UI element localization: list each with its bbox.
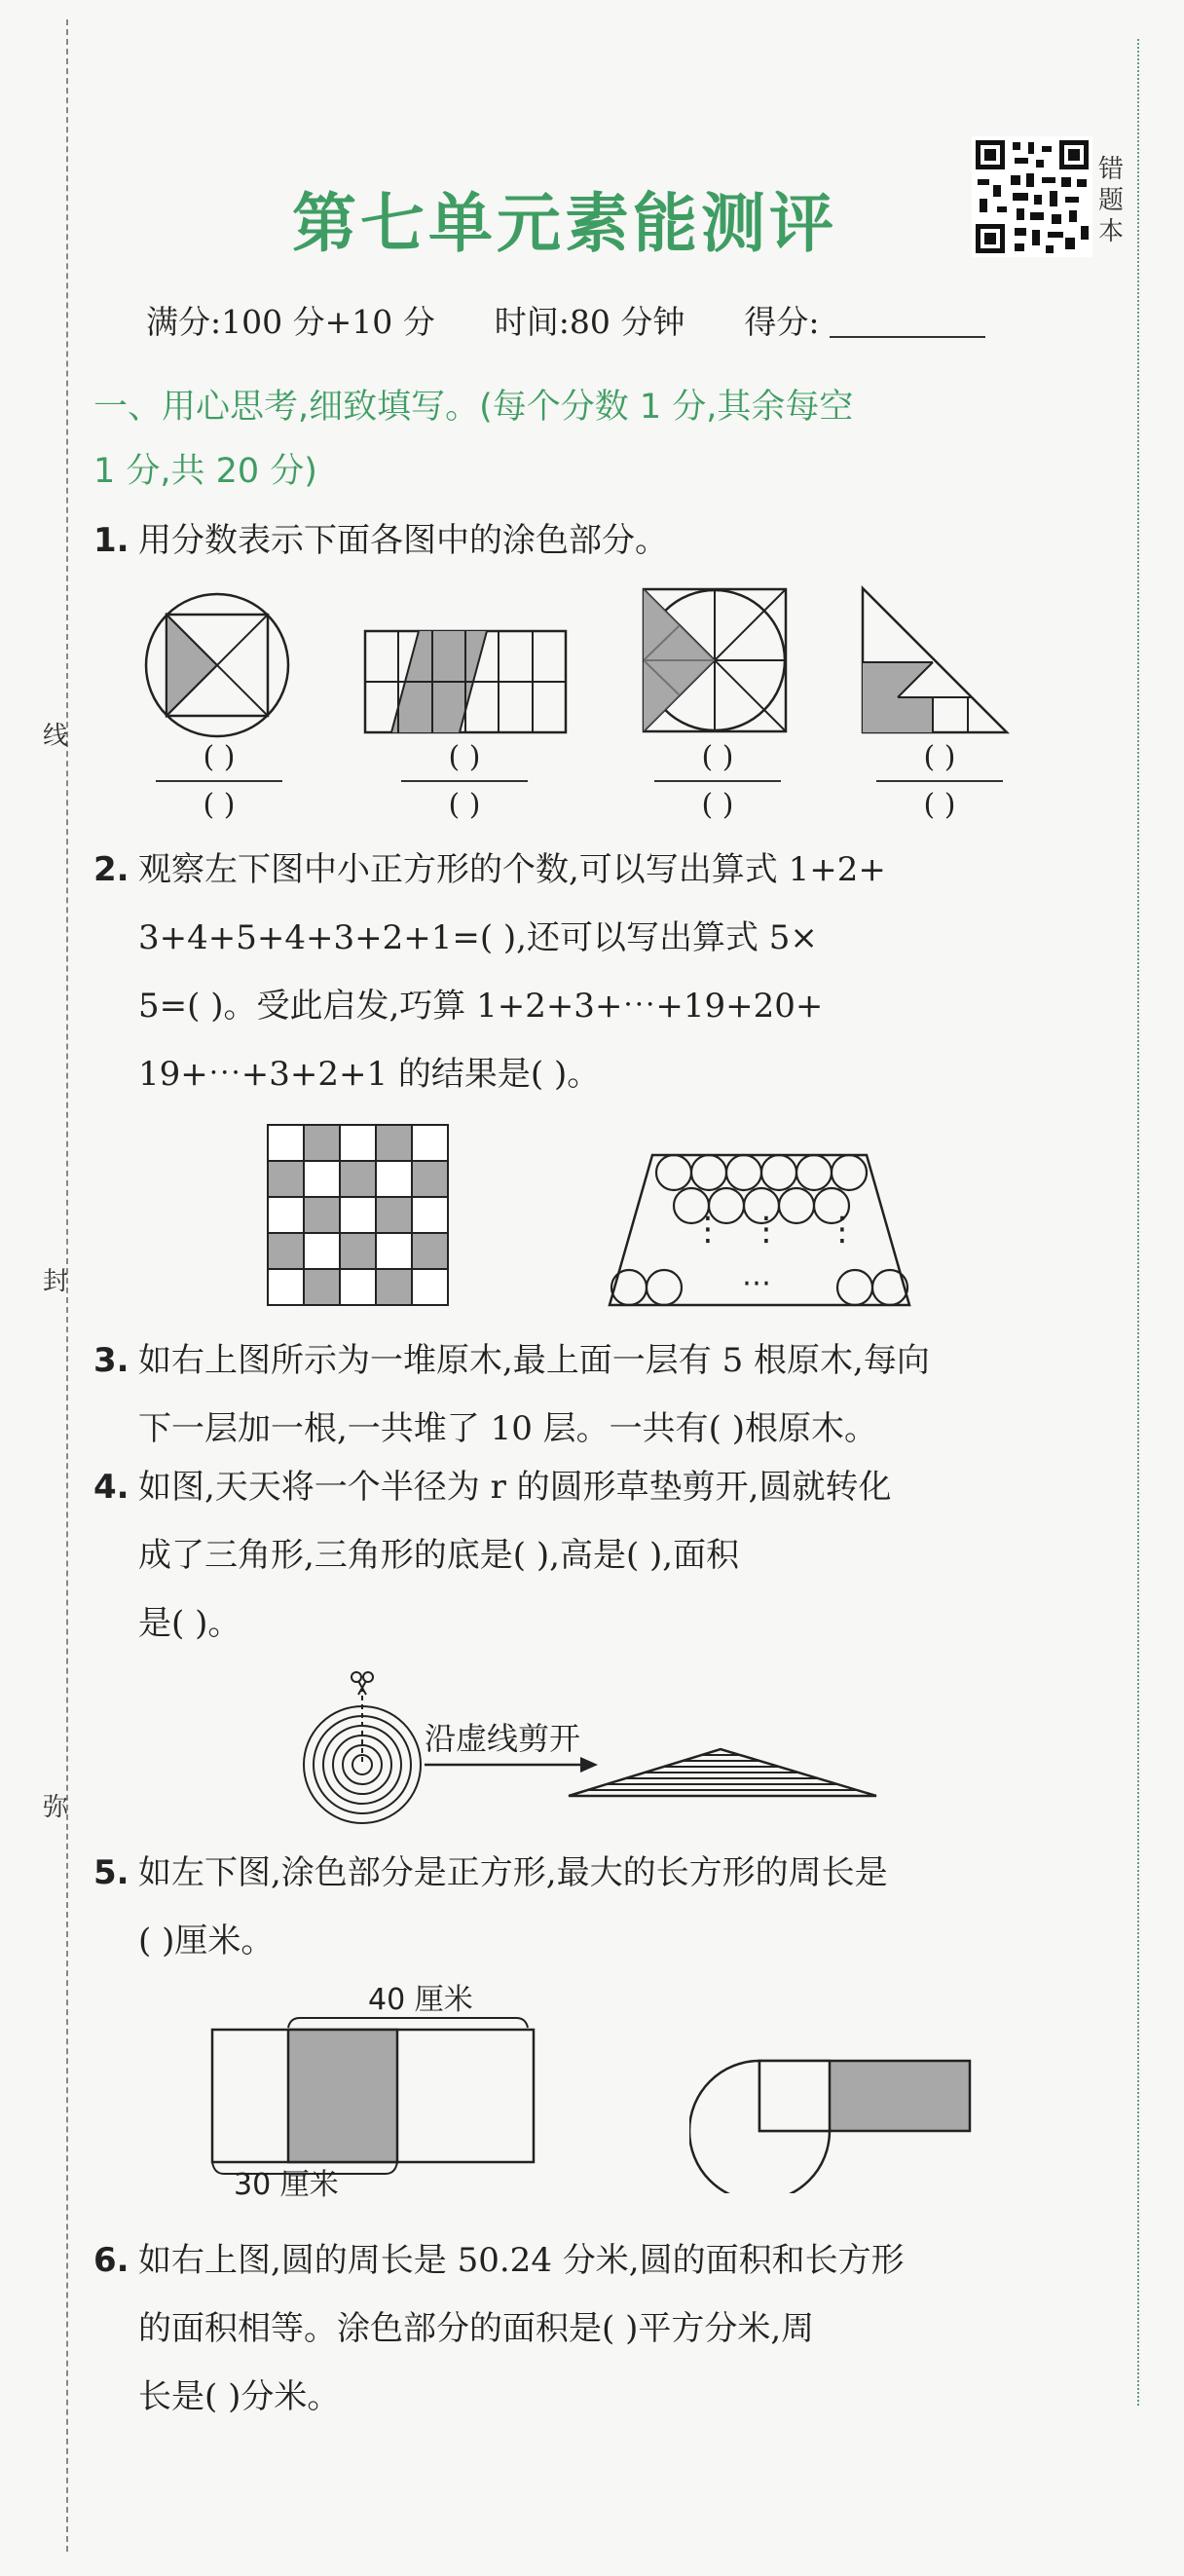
question-number: 1. — [93, 521, 130, 560]
checker-cell — [340, 1125, 376, 1161]
question-1 — [93, 506, 1077, 575]
q2-checkerboard-figure — [265, 1122, 452, 1309]
question-text: 观察左下图中小正方形的个数,可以写出算式 1+2+ — [138, 850, 886, 889]
checker-cell — [412, 1269, 448, 1305]
score-blank[interactable] — [830, 311, 985, 338]
mistake-book-label — [1098, 154, 1128, 247]
fraction-numerator[interactable]: ( ) — [203, 740, 236, 774]
checker-cell — [268, 1161, 304, 1197]
q6-circle-rectangle-figure — [689, 2037, 981, 2193]
checker-cell — [376, 1125, 412, 1161]
checker-cell — [340, 1233, 376, 1269]
fraction-denominator[interactable]: ( ) — [701, 788, 734, 822]
q5-rectangles-figure — [206, 2010, 547, 2182]
section-1-heading — [93, 375, 1067, 504]
checker-cell — [340, 1269, 376, 1305]
checker-cell — [412, 1161, 448, 1197]
question-text: 的面积相等。涂色部分的面积是( )平方分米,周 — [138, 2309, 815, 2348]
question-text: 成了三角形,三角形的底是( ),高是( ),面积 — [138, 1536, 740, 1575]
checker-cell — [268, 1197, 304, 1233]
question-text: 下一层加一根,一共堆了 10 层。一共有( )根原木。 — [138, 1409, 878, 1448]
side-label-close: 弥 — [43, 1793, 69, 1822]
question-text: 用分数表示下面各图中的涂色部分。 — [138, 521, 668, 560]
page-title: 第七单元素能测评 — [292, 186, 837, 261]
q1-figure-square-circle — [641, 586, 789, 734]
question-5 — [93, 1839, 1077, 1975]
q5-bottom-length-label: 30 厘米 — [234, 2168, 339, 2202]
checker-cell — [376, 1161, 412, 1197]
question-4 — [93, 1453, 1077, 1658]
q1-figure-grid-parallelogram — [362, 628, 569, 737]
score-label: 得分: — [744, 303, 820, 341]
question-text: 如图,天天将一个半径为 r 的圆形草垫剪开,圆就转化 — [138, 1468, 892, 1507]
qr-label-char: 题 — [1098, 186, 1125, 215]
checker-cell — [268, 1233, 304, 1269]
full-score: 满分:100 分+10 分 — [146, 303, 435, 341]
question-number: 6. — [93, 2241, 130, 2280]
section-1-line2: 1 分,共 20 分) — [93, 452, 317, 491]
side-label-seal: 封 — [43, 1267, 69, 1296]
fraction-denominator[interactable]: ( ) — [448, 788, 481, 822]
q4-striped-triangle-figure — [565, 1745, 886, 1804]
checker-cell — [412, 1197, 448, 1233]
q4-concentric-circle-figure — [300, 1667, 426, 1829]
fraction-numerator[interactable]: ( ) — [923, 740, 956, 774]
question-6 — [93, 2226, 1077, 2431]
checker-cell — [412, 1233, 448, 1269]
fraction-denominator[interactable]: ( ) — [923, 788, 956, 822]
q3-dots-left: ⋮ — [691, 1210, 724, 1249]
margin-dotted-line — [1137, 39, 1139, 2406]
q1-answer-fraction-3[interactable] — [654, 740, 781, 822]
q1-figure-triangle-steps — [859, 584, 1015, 736]
question-number: 4. — [93, 1468, 130, 1507]
qr-code-icon[interactable] — [972, 136, 1092, 257]
question-text: 3+4+5+4+3+2+1=( ),还可以写出算式 5× — [138, 918, 818, 957]
checker-cell — [376, 1269, 412, 1305]
q5-top-length-label: 40 厘米 — [368, 1983, 473, 2017]
checker-cell — [412, 1125, 448, 1161]
fraction-numerator[interactable]: ( ) — [448, 740, 481, 774]
checker-cell — [268, 1125, 304, 1161]
checker-cell — [268, 1269, 304, 1305]
checker-cell — [304, 1233, 340, 1269]
checker-cell — [376, 1233, 412, 1269]
qr-label-char: 错 — [1098, 155, 1125, 184]
question-number: 2. — [93, 850, 130, 889]
q4-cut-label: 沿虚线剪开 — [425, 1720, 581, 1757]
question-2 — [93, 836, 1077, 1108]
checker-cell — [340, 1161, 376, 1197]
question-text: 如右上图,圆的周长是 50.24 分米,圆的面积和长方形 — [138, 2241, 905, 2280]
checker-cell — [340, 1197, 376, 1233]
checker-cell — [304, 1161, 340, 1197]
checker-cell — [304, 1197, 340, 1233]
question-number: 5. — [93, 1853, 130, 1892]
checker-cell — [376, 1197, 412, 1233]
question-text: 如右上图所示为一堆原木,最上面一层有 5 根原木,每向 — [138, 1341, 930, 1380]
side-label-line: 线 — [43, 722, 69, 751]
question-text: 长是( )分米。 — [138, 2377, 341, 2416]
question-text: 19+⋯+3+2+1 的结果是( )。 — [138, 1055, 601, 1094]
question-number: 3. — [93, 1341, 130, 1380]
question-text: 如左下图,涂色部分是正方形,最大的长方形的周长是 — [138, 1853, 888, 1892]
q1-answer-fraction-1[interactable] — [156, 740, 282, 822]
q1-answer-fraction-2[interactable] — [401, 740, 528, 822]
question-text: ( )厘米。 — [138, 1922, 275, 1960]
question-3 — [93, 1326, 1077, 1463]
question-text: 是( )。 — [138, 1604, 241, 1643]
fraction-denominator[interactable]: ( ) — [203, 788, 236, 822]
q3-dots-bottom: ⋯ — [742, 1266, 771, 1300]
q1-answer-fraction-4[interactable] — [876, 740, 1003, 822]
q1-figure-circle-square — [141, 589, 297, 745]
q3-dots-center: ⋮ — [750, 1210, 783, 1249]
fraction-numerator[interactable]: ( ) — [701, 740, 734, 774]
question-text: 5=( )。受此启发,巧算 1+2+3+⋯+19+20+ — [138, 987, 824, 1026]
q3-dots-right: ⋮ — [826, 1210, 859, 1249]
qr-label-char: 本 — [1098, 217, 1125, 246]
checker-cell — [304, 1269, 340, 1305]
time-limit: 时间:80 分钟 — [494, 303, 685, 341]
checker-cell — [304, 1125, 340, 1161]
section-1-line1: 一、用心思考,细致填写。(每个分数 1 分,其余每空 — [93, 388, 854, 427]
score-line — [146, 297, 985, 343]
